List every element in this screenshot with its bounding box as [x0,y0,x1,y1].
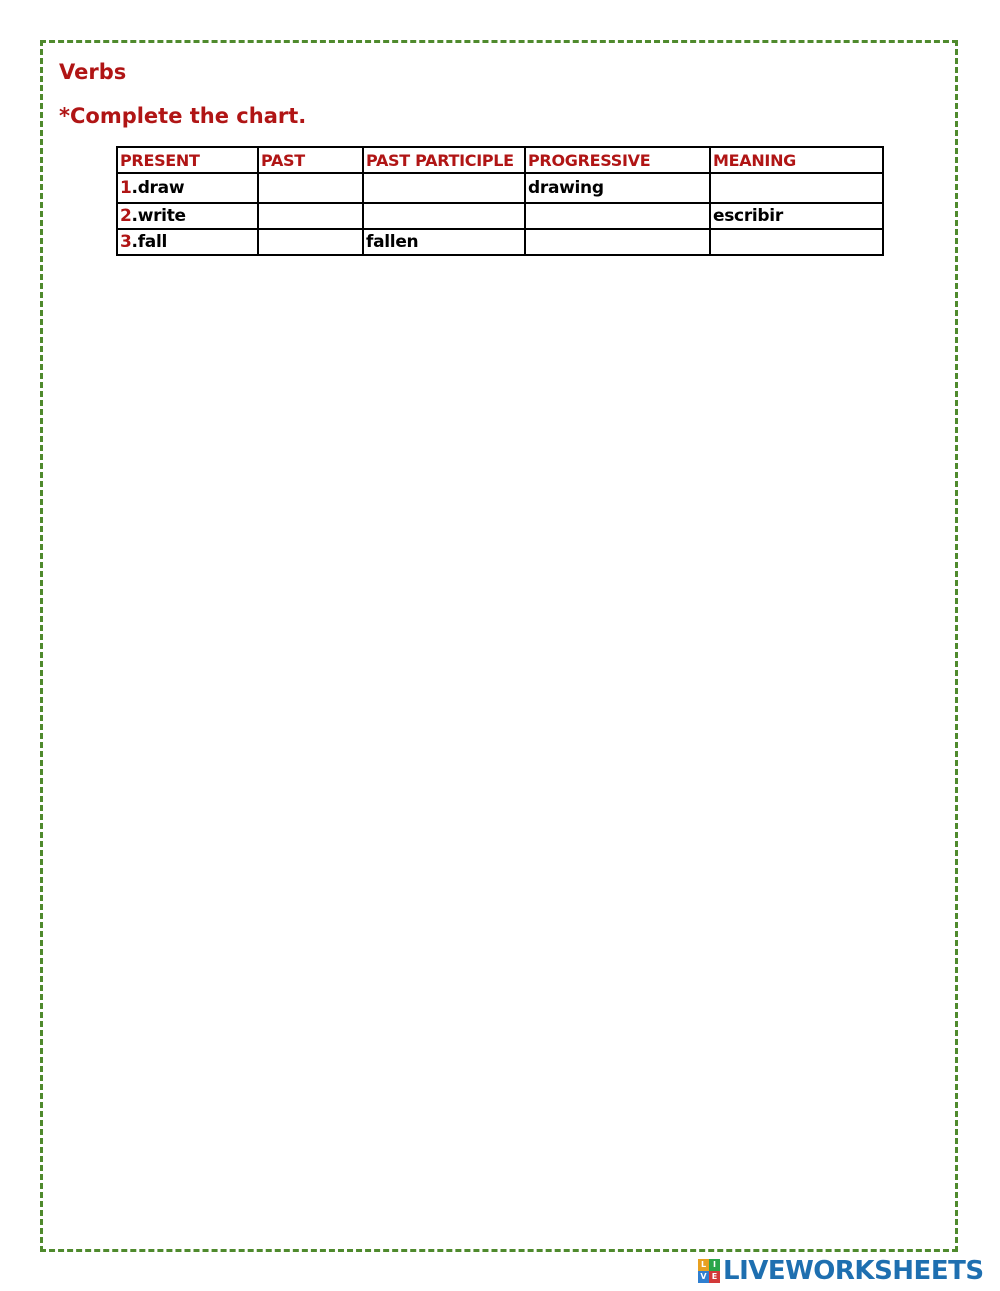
logo-mark-letter: E [709,1271,720,1283]
present-verb: .draw [131,178,185,198]
present-cell [117,203,258,229]
past-participle-cell: fallen [363,229,525,255]
past-participle-answer-field[interactable] [363,203,525,229]
past-participle-answer-field[interactable] [363,173,525,203]
worksheet-title: Verbs [59,60,127,84]
liveworksheets-logo [698,1256,984,1286]
table-row [117,203,883,229]
header-past: PAST [258,147,363,173]
row-number: 2 [120,206,132,226]
present-verb: .write [131,206,186,226]
logo-mark-icon [698,1259,720,1283]
meaning-answer-field[interactable] [710,229,883,255]
progressive-cell: drawing [525,173,710,203]
progressive-answer-field[interactable] [525,203,710,229]
header-present: PRESENT [117,147,258,173]
header-past-participle: PAST PARTICIPLE [363,147,525,173]
logo-text: LIVEWORKSHEETS [723,1256,984,1286]
table-row [117,229,883,255]
logo-mark-letter: I [709,1259,720,1271]
row-number: 1 [120,178,132,198]
past-answer-field[interactable] [258,203,363,229]
past-answer-field[interactable] [258,173,363,203]
row-number: 3 [120,232,132,252]
meaning-answer-field[interactable] [710,173,883,203]
logo-mark-letter: L [698,1259,709,1271]
table-row [117,173,883,203]
header-meaning: MEANING [710,147,883,173]
logo-mark-letter: V [698,1271,709,1283]
verb-chart-table [116,146,884,256]
present-cell [117,229,258,255]
past-answer-field[interactable] [258,229,363,255]
header-progressive: PROGRESSIVE [525,147,710,173]
progressive-answer-field[interactable] [525,229,710,255]
table-header-row [117,147,883,173]
meaning-cell: escribir [710,203,883,229]
present-verb: .fall [131,232,168,252]
instruction-text: *Complete the chart. [59,104,307,128]
present-cell [117,173,258,203]
